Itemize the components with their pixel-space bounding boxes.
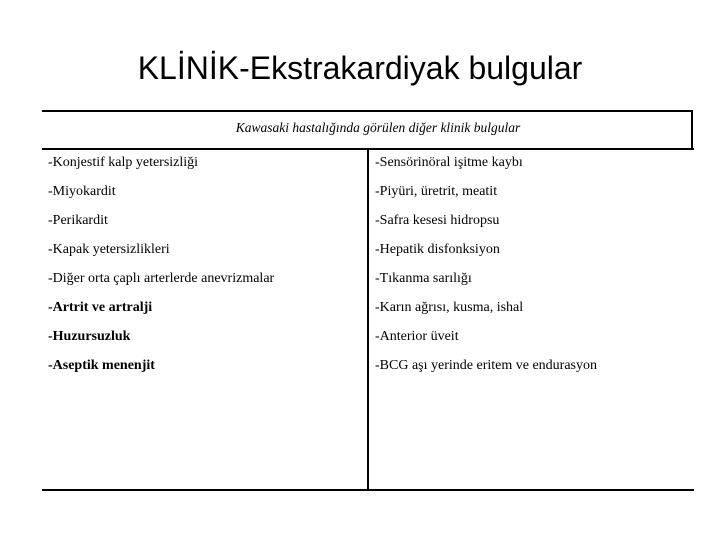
left-cell: -Diğer orta çaplı arterlerde anevrizmalar xyxy=(48,271,275,286)
right-cell: -Anterior üveit xyxy=(375,329,459,344)
table-row xyxy=(42,268,694,290)
left-cell: -Kapak yetersizlikleri xyxy=(48,242,170,257)
right-cell: -Safra kesesi hidropsu xyxy=(375,213,500,228)
left-cell: -Perikardit xyxy=(48,213,108,228)
table-bottom-border xyxy=(42,489,694,491)
table-header: Kawasaki hastalığında görülen diğer klinik bulgular xyxy=(235,120,521,135)
left-cell: -Huzursuzluk xyxy=(48,329,131,344)
table-row xyxy=(42,152,694,174)
table-row xyxy=(42,210,694,232)
table-row xyxy=(42,326,694,348)
table-row xyxy=(42,355,694,377)
table-row xyxy=(42,181,694,203)
findings-table xyxy=(42,110,694,492)
right-cell: -Piyüri, üretrit, meatit xyxy=(375,184,498,199)
left-cell: -Miyokardit xyxy=(48,184,116,199)
right-cell: -Hepatik disfonksiyon xyxy=(375,242,500,257)
right-cell: -BCG aşı yerinde eritem ve endurasyon xyxy=(375,358,597,373)
table-row xyxy=(42,297,694,319)
right-cell: -Karın ağrısı, kusma, ishal xyxy=(375,300,524,315)
left-cell: -Konjestif kalp yetersizliği xyxy=(48,155,199,170)
slide-title: KLİNİK-Ekstrakardiyak bulgular xyxy=(137,50,583,86)
table-row xyxy=(42,239,694,261)
right-cell: -Sensörinöral işitme kaybı xyxy=(375,155,523,170)
right-cell: -Tıkanma sarılığı xyxy=(375,271,472,286)
left-cell: -Aseptik menenjit xyxy=(48,358,155,373)
left-cell: -Artrit ve artralji xyxy=(48,300,153,315)
